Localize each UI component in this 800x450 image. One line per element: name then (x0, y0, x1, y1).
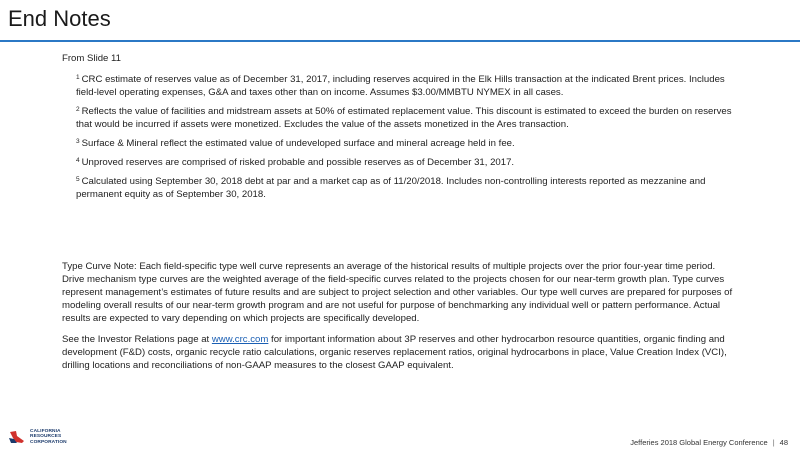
ir-prefix-text: See the Investor Relations page at (62, 334, 212, 345)
california-map-logo-icon (8, 429, 28, 445)
footnote-text: Unproved reserves are comprised of risked probable and possible reserves as of December 31, 2017. (81, 157, 515, 168)
logo-line-3: CORPORATION (30, 439, 67, 445)
ir-suffix-text: for important information about 3P reserves and other hydrocarbon resource quantities, organic finding and development (F&D) costs, organic recycle ratio calculations, organic reserves replacement ratios, original hydrocarbons in place, Value Creation Index (VCI), drilling locations and reconciliations of non-GAAP measures to the closest GAAP equivalent. (62, 334, 727, 371)
footnote-text: CRC estimate of reserves value as of December 31, 2017, including reserves acquired in the Elk Hills transaction at the indicated Brent prices. Includes field-level operating expenses, G&A and taxes other than on income. Assumes $3.00/MMBTU NYMEX in all cases. (76, 74, 725, 98)
footnote-number: 3 (76, 138, 80, 145)
end-notes-section (62, 52, 734, 205)
footnote-list (76, 71, 734, 201)
page-title: End Notes (8, 6, 111, 31)
slide-footer (630, 438, 788, 447)
logo-line-2: RESOURCES (30, 434, 62, 440)
footnote-1 (76, 71, 734, 99)
footnote-number: 5 (76, 176, 80, 183)
footnote-number: 2 (76, 106, 80, 113)
type-curve-note: Type Curve Note: Each field-specific type well curve represents an average of the historical results of multiple projects over the prior four-year time period. Drive mechanism type curves are the weighted average of the field-specific curves related to the projects chosen for our near-term growth plan. Type curves represent management’s estimates of future results and are subject to project selection and other variables. Our type well curves are prepared for purposes of modeling overall results of our near-term growth program and are not useful for purpose of benchmarking any individual well or pattern performance. Actual results are expected to vary depending on which projects are specifically developed. (62, 261, 733, 324)
footnote-text: Surface & Mineral reflect the estimated value of undeveloped surface and mineral acreage held in fee. (81, 138, 515, 149)
company-logo (8, 428, 68, 446)
crc-website-link[interactable]: www.crc.com (211, 334, 269, 345)
footer-separator: | (772, 438, 775, 447)
source-slide-label: From Slide 11 (62, 53, 122, 64)
logo-line-1: CALIFORNIA (30, 429, 61, 435)
footnote-4 (76, 154, 734, 169)
footnote-5 (76, 173, 734, 201)
logo-wordmark (30, 429, 67, 445)
investor-relations-note (62, 333, 738, 372)
footnote-3 (76, 135, 734, 150)
conference-name: Jefferies 2018 Global Energy Conference (630, 438, 768, 447)
footnote-text: Calculated using September 30, 2018 debt at par and a market cap as of 11/20/2018. Includes non-controlling interests reported as mezzanine and permanent equity as of September 30, 2018. (76, 176, 706, 200)
page-number: 48 (779, 438, 788, 447)
footnote-text: Reflects the value of facilities and midstream assets at 50% of estimated replacement value. This discount is estimated to exceed the burden on reserves that would be incurred if assets were monetized. Excludes the value of the assets monetized in the Ares transaction. (76, 106, 732, 130)
disclosure-section (62, 260, 738, 380)
title-divider (0, 40, 800, 42)
footnote-number: 4 (76, 157, 80, 164)
footnote-number: 1 (76, 74, 80, 81)
footnote-2 (76, 103, 734, 131)
